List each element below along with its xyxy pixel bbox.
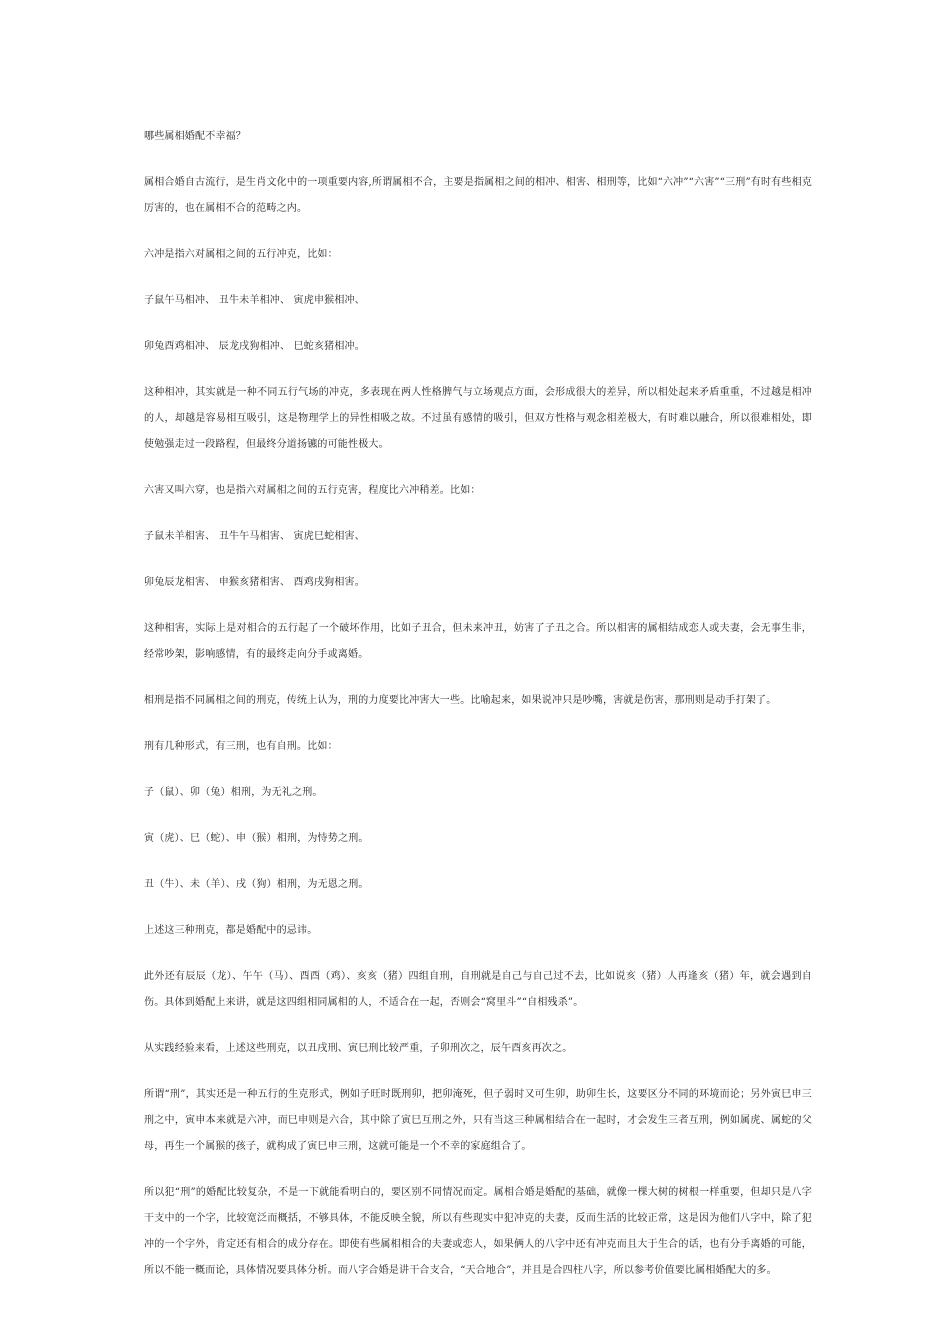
paragraph-intro: 属相合婚自古流行，是生肖文化中的一项重要内容,所谓属相不合，主要是指属相之间的相冲、相害、相刑等，比如“六冲”“六害”“三刑”有时有些相克厉害的，也在属相不合的范畴之内。 — [144, 177, 812, 214]
paragraph-liuhai-list-2: 卯兔辰龙相害、 申猴亥猪相害、 酉鸡戌狗相害。 — [144, 577, 365, 588]
paragraph-xiangxing-intro: 相刑是指不同属相之间的刑克，传统上认为，刑的力度要比冲害大一些。比喻起来，如果说冲只是吵嘴，害就是伤害，那刑则是动手打架了。 — [144, 695, 777, 706]
paragraph-conclusion: 所以犯“刑”的婚配比较复杂，不是一下就能看明白的，要区别不同情况而定。属相合婚是婚配的基础，就像一棵大树的树根一样重要，但却只是八字干支中的一个字，比较宽泛而概括，不够具体，不能反映全貌，所以有些现实中犯冲克的夫妻，反而生活的比较正常，这是因为他们八字中，除了犯冲的一个字外，肯定还有相合的成分存在。即使有些属相相合的夫妻或恋人，如果俩人的八字中还有冲克而且大于生合的话，也有分手离婚的可能，所以不能一概而论，具体情况要具体分析。而八字合婚是讲干合支合，“天合地合”，并且是合四柱八字，所以参考价值要比属相婚配大的多。 — [144, 1187, 812, 1276]
paragraph-liuhai-explanation: 这种相害，实际上是对相合的五行起了一个破坏作用，比如子丑合，但未来冲丑，妨害了子丑之合。所以相害的属相结成恋人或夫妻，会无事生非，经常吵架，影响感情，有的最终走向分手或离婚。 — [144, 623, 812, 660]
paragraph-liuchong-list-2: 卯兔酉鸡相冲、 辰龙戌狗相冲、 巳蛇亥猪相冲。 — [144, 341, 365, 352]
paragraph-liuchong-list-1: 子鼠午马相冲、 丑牛未羊相冲、 寅虎申猴相冲、 — [144, 295, 365, 306]
paragraph-zixing: 此外还有辰辰（龙）、午午（马）、酉酉（鸡）、亥亥（猪）四组自刑，自刑就是自己与自己过不去，比如说亥（猪）人再逢亥（猪）年，就会遇到自伤。具体到婚配上来讲，就是这四组相同属相的人，不适合在一起，否则会“窝里斗”“自相残杀”。 — [144, 971, 812, 1008]
paragraph-xing-2: 寅（虎）、巳（蛇）、申（猴）相刑，为恃势之刑。 — [144, 833, 369, 844]
paragraph-xing-taboo: 上述这三种刑克，都是婚配中的忌讳。 — [144, 925, 318, 936]
paragraph-xing-meaning: 所谓“刑”，其实还是一种五行的生克形式，例如子旺时既刑卯，把卯淹死，但子弱时又可生卯，助卯生长，这要区分不同的环境而论；另外寅巳申三刑之中，寅申本来就是六冲，而巳申则是六合，其中除了寅巳互刑之外，只有当这三种属相结合在一起时，才会发生三者互刑，例如属虎、属蛇的父母，再生一个属猴的孩子，就构成了寅巳申三刑，这就可能是一个不幸的家庭组合了。 — [144, 1089, 812, 1152]
paragraph-liuhai-intro: 六害又叫六穿，也是指六对属相之间的五行克害，程度比六冲稍差。比如： — [144, 485, 481, 496]
paragraph-liuchong-intro: 六冲是指六对属相之间的五行冲克，比如： — [144, 249, 338, 260]
paragraph-xing-forms: 刑有几种形式，有三刑，也有自刑。比如： — [144, 741, 338, 752]
paragraph-practice: 从实践经验来看，上述这些刑克，以丑戌刑、寅巳刑比较严重，子卯刑次之，辰午酉亥再次之。 — [144, 1043, 573, 1054]
document-title: 哪些属相婚配不幸福？ — [144, 131, 246, 142]
document-body — [144, 124, 812, 1304]
paragraph-liuchong-explanation: 这种相冲，其实就是一种不同五行气场的冲克，多表现在两人性格脾气与立场观点方面，会形成很大的差异，所以相处起来矛盾重重，不过越是相冲的人，却越是容易相互吸引，这是物理学上的异性相吸之故。不过虽有感情的吸引，但双方性格与观念相差极大，有时难以融合，所以很难相处，即使勉强走过一段路程，但最终分道扬镳的可能性极大。 — [144, 387, 812, 450]
paragraph-liuhai-list-1: 子鼠未羊相害、 丑牛午马相害、 寅虎巳蛇相害、 — [144, 531, 365, 542]
paragraph-xing-3: 丑（牛）、未（羊）、戌（狗）相刑，为无恩之刑。 — [144, 879, 369, 890]
paragraph-xing-1: 子（鼠）、卯（兔）相刑，为无礼之刑。 — [144, 787, 323, 798]
